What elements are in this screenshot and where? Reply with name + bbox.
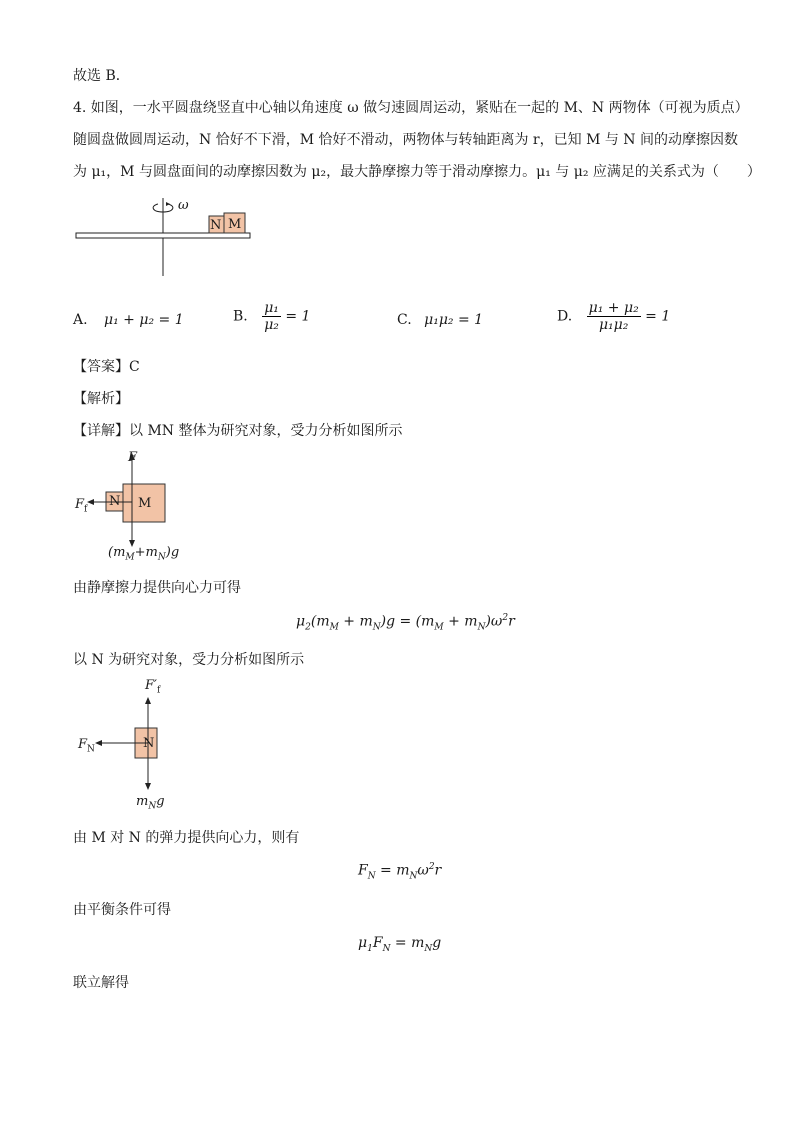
option-c-label: C. <box>397 312 412 328</box>
fbd-friction-label: $F_f$ <box>75 497 88 515</box>
disk-diagram <box>70 192 260 282</box>
option-c <box>397 312 483 328</box>
omega-label: ω <box>178 198 189 213</box>
answer: 【答案】C <box>73 359 140 375</box>
option-b-label: B. <box>233 308 248 325</box>
block-m-label: M <box>228 217 242 232</box>
text-4: 由平衡条件可得 <box>73 902 171 918</box>
fbd-force-label: F <box>128 450 138 465</box>
equation-2: $F_N = m_N\omega^2r$ <box>358 862 442 882</box>
detail-text: 【详解】以 MN 整体为研究对象，受力分析如图所示 <box>73 423 403 439</box>
option-c-expr: μ₁μ₂ = 1 <box>424 312 484 328</box>
text-1: 由静摩擦力提供向心力可得 <box>73 580 241 596</box>
fbd-n-label: N <box>109 494 121 509</box>
fbd3-block-label: N <box>143 736 155 751</box>
equation-1: $\mu_2(m_M + m_N)g = (m_M + m_N)\omega^2r$ <box>296 613 515 633</box>
disk <box>76 233 250 238</box>
friction-up-arrow <box>145 697 151 704</box>
text-5: 联立解得 <box>73 975 129 991</box>
option-b <box>233 300 310 333</box>
fbd3-normal-label: $F_N$ <box>78 737 95 755</box>
question-line-3: 为 μ₁，M 与圆盘面间的动摩擦因数为 μ₂，最大静摩擦力等于滑动摩擦力。μ₁ 与 μ₂ 应满足的关系式为（ ） <box>73 164 761 180</box>
block-n-label: N <box>210 218 222 233</box>
option-d-denominator: μ₁μ₂ <box>598 317 629 333</box>
fbd3-weight-label: $m_Ng$ <box>136 794 165 812</box>
normal-force-arrow <box>95 740 102 746</box>
fbd-weight-label: $(m_M+m_N)g$ <box>108 545 180 563</box>
option-d-numerator: μ₁ + μ₂ <box>588 300 639 316</box>
text-2: 以 N 为研究对象，受力分析如图所示 <box>73 652 305 668</box>
option-d <box>557 300 670 333</box>
option-b-rhs: = 1 <box>285 308 311 325</box>
option-d-label: D. <box>557 308 573 325</box>
fbd3-friction-label: $F'_f$ <box>145 678 161 696</box>
option-b-denominator: μ₂ <box>264 317 279 333</box>
option-d-rhs: = 1 <box>645 308 671 325</box>
friction-arrow <box>87 499 94 505</box>
option-a-label: A. <box>73 312 88 328</box>
previous-answer: 故选 B． <box>73 68 130 84</box>
option-b-numerator: μ₁ <box>264 300 279 316</box>
option-a-expr: μ₁ + μ₂ = 1 <box>104 312 184 328</box>
question-line-1: 4. 如图，一水平圆盘绕竖直中心轴以角速度 ω 做匀速圆周运动，紧贴在一起的 M、N 两物体（可视为质点） <box>73 100 749 116</box>
question-line-2: 随圆盘做圆周运动，N 恰好不下滑，M 恰好不滑动，两物体与转轴距离为 r，已知 M 与 N 间的动摩擦因数 <box>73 132 739 148</box>
fbd-m-label: M <box>138 496 152 511</box>
weight-down-arrow <box>145 783 151 790</box>
text-3: 由 M 对 N 的弹力提供向心力，则有 <box>73 830 300 846</box>
option-a <box>73 312 184 328</box>
equation-3: $\mu_1F_N = m_Ng$ <box>358 935 442 954</box>
analysis-heading: 【解析】 <box>73 391 129 407</box>
